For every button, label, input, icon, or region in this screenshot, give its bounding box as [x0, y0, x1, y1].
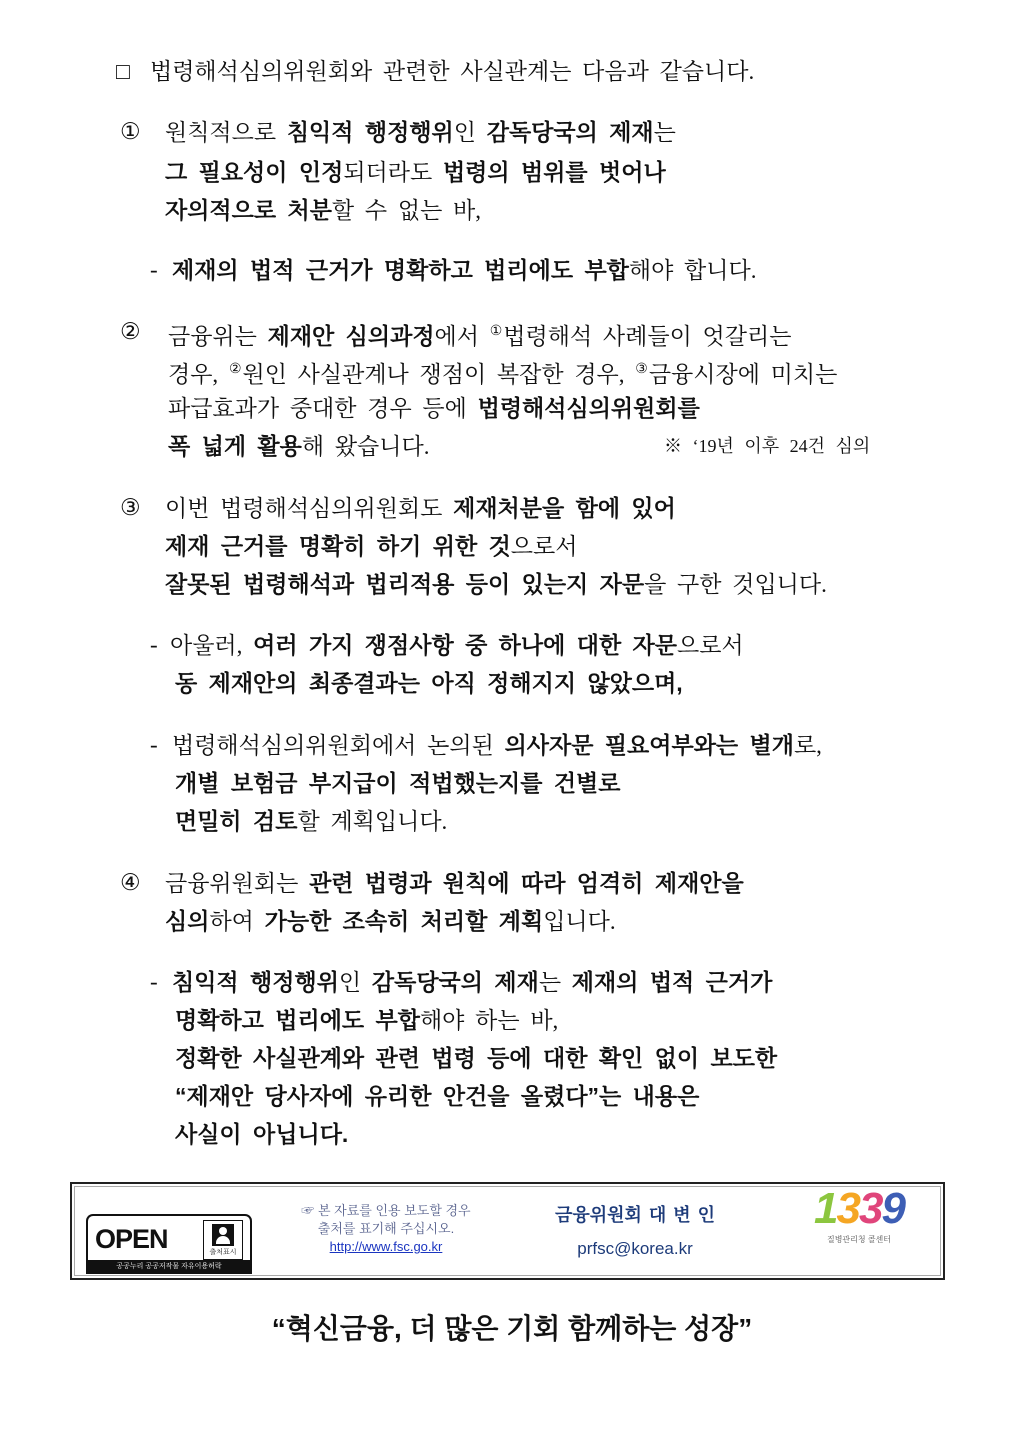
plain-text: 아울러,: [170, 633, 254, 658]
emphasis-text: 정확한 사실관계와 관련 법령 등에 대한 확인 없이 보도한: [175, 1045, 778, 1071]
paragraph-line: [175, 664, 683, 702]
paragraph-line: [165, 527, 577, 565]
emphasis-text: 여러 가지 쟁점사항 중 하나에 대한 자문: [253, 632, 677, 658]
paragraph-line: [165, 153, 666, 191]
emphasis-text: 자의적으로 처분: [165, 197, 332, 223]
emphasis-text: 제재의 법적 근거가: [571, 969, 773, 995]
circled-number-marker: ①: [120, 119, 141, 144]
plain-text: 인: [338, 970, 372, 995]
plain-text: 경우,: [168, 362, 229, 387]
plain-text: 해 왔습니다.: [301, 434, 430, 459]
superscript-number: ②: [228, 362, 242, 377]
paragraph-line: [165, 191, 481, 229]
plain-text: 입니다.: [543, 909, 616, 934]
paragraph-line: [175, 1001, 558, 1039]
dash-marker: -: [150, 257, 158, 282]
paragraph-line: [168, 351, 837, 389]
circled-number-marker: ④: [120, 870, 141, 895]
plain-text: 하여: [209, 909, 265, 934]
circled-number-marker: ③: [120, 495, 141, 520]
paragraph-line: [172, 251, 756, 289]
plain-text: 는: [538, 970, 572, 995]
emphasis-text: 제재안 심의과정: [267, 323, 435, 349]
emphasis-text: “제재안 당사자에 유리한 안건을 올렸다”는 내용은: [175, 1083, 700, 1109]
emphasis-text: 법령해석심의위원회를: [477, 395, 700, 421]
citation-notice-text: 출처를 표기해 주십시오.: [317, 1221, 455, 1236]
paragraph-line: [175, 1115, 348, 1153]
paragraph-line: [170, 626, 744, 664]
paragraph-line: [165, 864, 744, 902]
plain-text: 금융위는: [168, 324, 268, 349]
person-icon-head: [219, 1227, 227, 1235]
emphasis-text: 제재의 법적 근거가 명확하고 법리에도 부합: [172, 257, 629, 283]
plain-text: 는: [653, 120, 676, 145]
citation-notice-line: [264, 1202, 508, 1220]
emphasis-text: 제재 근거를 명확히 하기 위한 것: [165, 533, 511, 559]
footer-info-box: [70, 1182, 945, 1280]
paragraph-line: [165, 565, 827, 603]
plain-text: 이번 법령해석심의위원회도: [165, 496, 454, 521]
citation-notice-text: 본 자료를 인용 보도할 경우: [318, 1203, 471, 1218]
emphasis-text: 명확하고 법리에도 부합: [175, 1007, 420, 1033]
paragraph-line: [168, 313, 791, 351]
paragraph-line: [168, 389, 700, 427]
paragraph-line: [172, 726, 822, 764]
paragraph-line: [175, 1039, 777, 1077]
attribution-badge: [203, 1220, 243, 1260]
plain-text: 으로서: [510, 534, 578, 559]
paragraph-line: [175, 764, 621, 802]
plain-text: 금융시장에 미치는: [648, 362, 838, 387]
dash-marker: -: [150, 732, 158, 757]
hotline-digit: 3: [836, 1184, 859, 1233]
paragraph-line: [165, 902, 616, 940]
circled-number-marker: ②: [120, 319, 141, 344]
footnote-text: ※ ‘19년 이후 24건 심의: [664, 436, 871, 456]
paragraph-line: [165, 113, 676, 151]
plain-text: 로,: [793, 733, 822, 758]
open-logo-text: OPEN: [95, 1224, 168, 1254]
plain-text: 법령해석 사례들이 엇갈리는: [503, 324, 792, 349]
emphasis-text: 법령의 범위를 벗어나: [442, 159, 666, 185]
emphasis-text: 동 제재안의 최종결과는 아직 정해지지 않았으며,: [175, 670, 683, 696]
emphasis-text: 의사자문 필요여부와는 별개: [504, 732, 794, 758]
intro-line: [150, 53, 754, 91]
person-icon: [212, 1224, 234, 1246]
plain-text: 법령해석심의위원회와 관련한 사실관계는 다음과 같습니다.: [150, 59, 755, 84]
plain-text: 을 구한 것입니다.: [644, 572, 827, 597]
emphasis-text: 침익적 행정행위: [172, 969, 339, 995]
emphasis-text: 폭 넓게 활용: [168, 433, 302, 459]
emphasis-text: 그 필요성이 인정: [165, 159, 344, 185]
open-logo-strip: 공공누리 공공저작물 자유이용허락: [86, 1260, 252, 1274]
person-icon-body: [216, 1236, 230, 1244]
hotline-digit: 9: [881, 1184, 904, 1233]
plain-text: 할 계획입니다.: [297, 809, 448, 834]
emphasis-text: 가능한 조속히 처리할 계획: [264, 908, 544, 934]
hotline-number: [794, 1184, 924, 1234]
paragraph-line: [175, 1077, 699, 1115]
plain-text: 에서: [434, 324, 490, 349]
plain-text: 인: [453, 120, 487, 145]
dash-marker: -: [150, 632, 158, 657]
attribution-badge-label: 출처표시: [209, 1249, 237, 1256]
emphasis-text: 사실이 아닙니다.: [175, 1121, 349, 1147]
plain-text: 원인 사실관계나 쟁점이 복잡한 경우,: [242, 362, 636, 387]
citation-notice: [264, 1202, 508, 1256]
pointing-hand-icon: ☞: [301, 1203, 315, 1218]
plain-text: 원칙적으로: [165, 120, 287, 145]
paragraph-line: [172, 963, 772, 1001]
spokesperson-title: 금융위원회 대 변 인: [554, 1205, 716, 1225]
dash-marker: -: [150, 969, 158, 994]
emphasis-text: 감독당국의 제재: [486, 119, 654, 145]
plain-text: 법령해석심의위원회에서 논의된: [172, 733, 505, 758]
paragraph-line: [168, 427, 429, 465]
hotline-digit: 3: [859, 1184, 882, 1233]
checkbox-square-marker: □: [116, 59, 130, 84]
paragraph-line: [165, 489, 676, 527]
hotline-caption: 질병관리청 콜센터: [826, 1235, 892, 1244]
emphasis-text: 면밀히 검토: [175, 808, 298, 834]
hotline-digit: 1: [814, 1184, 837, 1233]
emphasis-text: 잘못된 법령해석과 법리적용 등이 있는지 자문: [165, 571, 645, 597]
spokesperson-contact: [530, 1202, 740, 1262]
superscript-number: ①: [489, 324, 503, 339]
plain-text: 해야 합니다.: [628, 258, 757, 283]
kogl-open-logo: [86, 1214, 252, 1276]
paragraph-line: [175, 802, 447, 840]
emphasis-text: 개별 보험금 부지급이 적법했는지를 건별로: [175, 770, 621, 796]
fsc-website-link[interactable]: http://www.fsc.go.kr: [329, 1239, 443, 1254]
emphasis-text: 감독당국의 제재: [371, 969, 539, 995]
superscript-number: ③: [635, 362, 648, 377]
open-logo-frame: [86, 1214, 252, 1262]
plain-text: 으로서: [677, 633, 744, 658]
emphasis-text: 침익적 행정행위: [286, 119, 454, 145]
plain-text: 되더라도: [343, 160, 443, 185]
plain-text: 할 수 없는 바,: [331, 198, 482, 223]
plain-text: 해야 하는 바,: [419, 1008, 559, 1033]
slogan: “혁신금융, 더 많은 기회 함께하는 성장”: [271, 1313, 753, 1344]
plain-text: 금융위원회는: [165, 871, 310, 896]
emphasis-text: 제재처분을 함에 있어: [453, 495, 676, 521]
emphasis-text: 심의: [165, 908, 210, 934]
spokesperson-email-link[interactable]: prfsc@korea.kr: [577, 1239, 693, 1258]
hotline-1339-logo: [794, 1184, 924, 1246]
emphasis-text: 관련 법령과 원칙에 따라 엄격히 제재안을: [309, 870, 744, 896]
plain-text: 파급효과가 중대한 경우 등에: [168, 396, 478, 421]
